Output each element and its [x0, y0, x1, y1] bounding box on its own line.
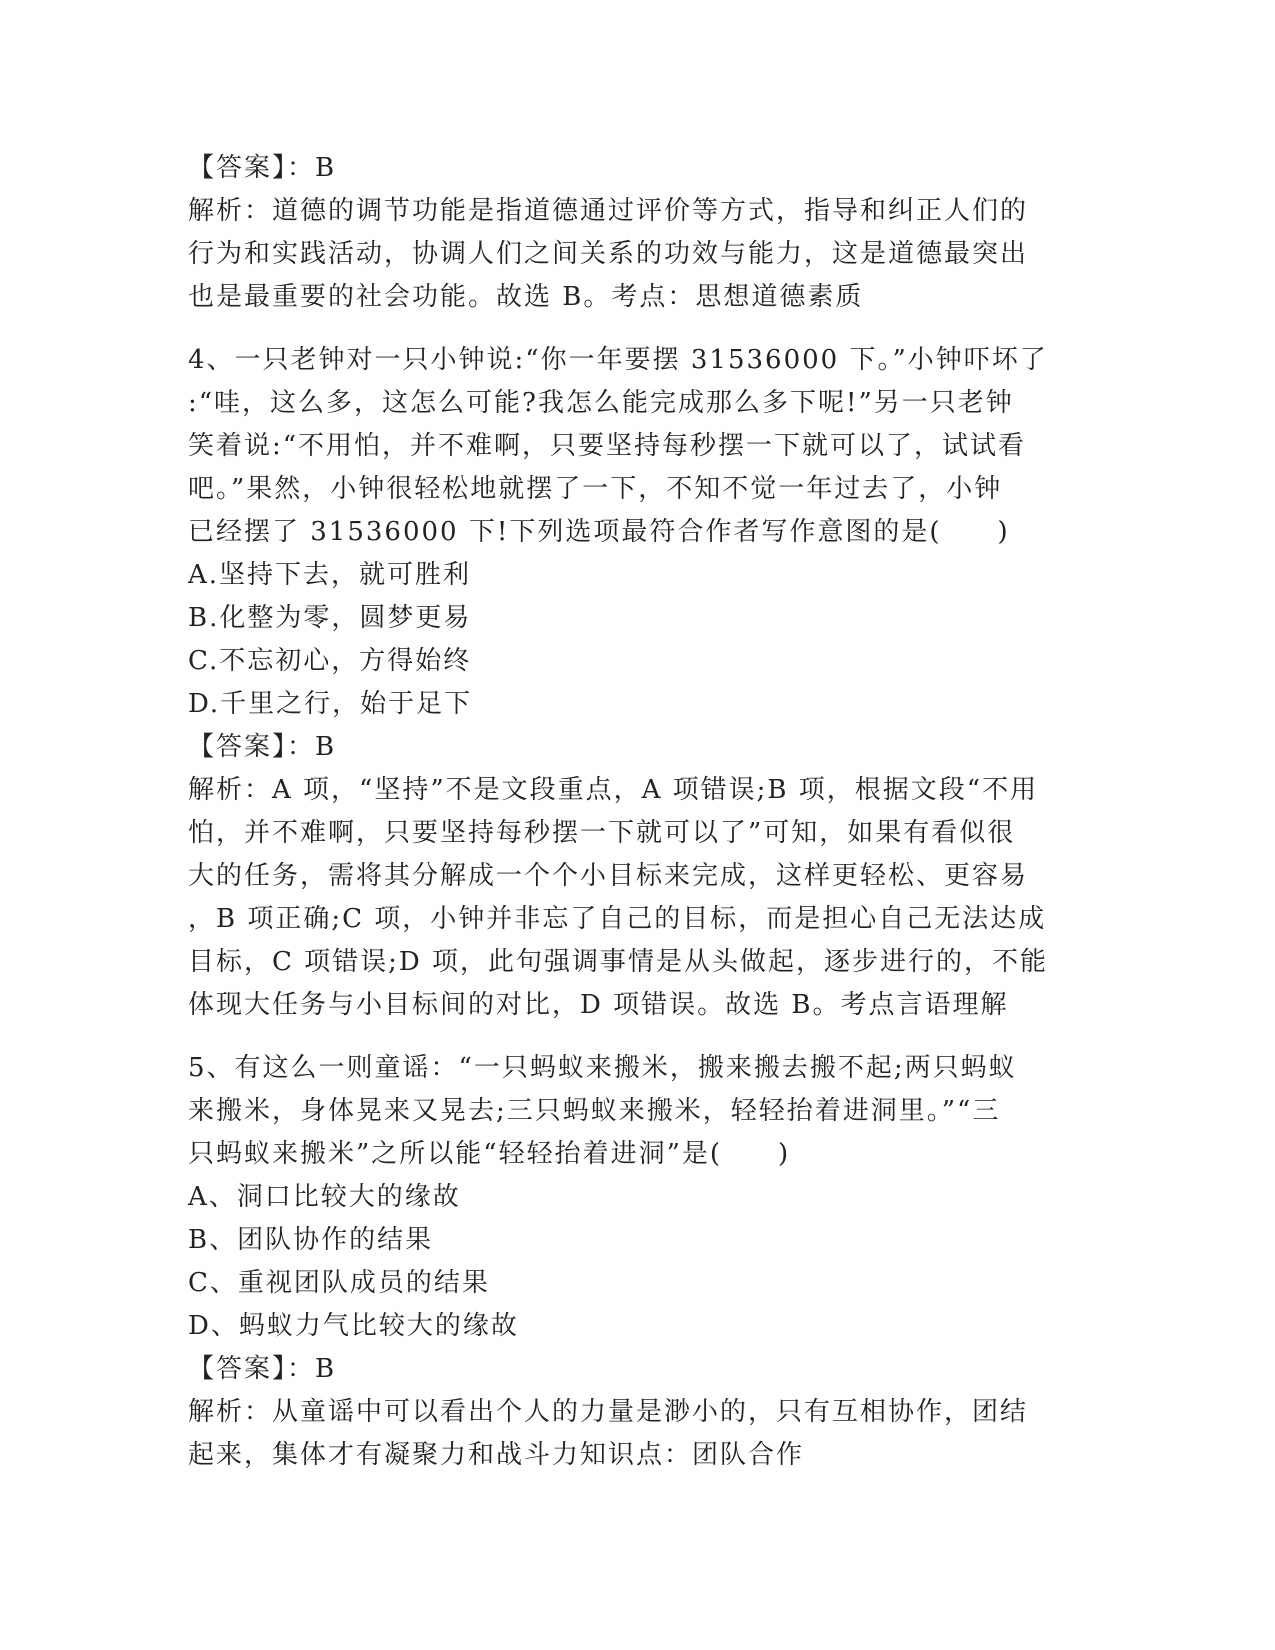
analysis-line: 目标，C 项错误;D 项，此句强调事情是从头做起，逐步进行的，不能 — [188, 947, 1049, 977]
analysis-line: 怕，并不难啊，只要坚持每秒摆一下就可以了”可知，如果有看似很 — [188, 818, 1016, 848]
option-d: D、蚂蚁力气比较大的缘故 — [188, 1311, 519, 1341]
analysis-line: 解析：A 项，“坚持”不是文段重点，A 项错误;B 项，根据文段“不用 — [188, 775, 1039, 805]
option-b: B、团队协作的结果 — [188, 1225, 434, 1255]
analysis-line: 起来，集体才有凝聚力和战斗力知识点：团队合作 — [188, 1440, 805, 1470]
analysis-line: 解析：道德的调节功能是指道德通过评价等方式，指导和纠正人们的 — [188, 196, 1029, 226]
answer-label: 【答案】：B — [188, 1354, 337, 1384]
document-page — [188, 147, 1088, 1477]
answer-label: 【答案】：B — [188, 153, 337, 183]
question-stem-line: 笑着说:“不用怕，并不难啊，只要坚持每秒摆一下就可以了，试试看 — [188, 431, 1027, 461]
option-a: A、洞口比较大的缘故 — [188, 1182, 461, 1212]
question-5 — [188, 1047, 1088, 1477]
question-stem-line: 4、一只老钟对一只小钟说:“你一年要摆 31536000 下。”小钟吓坏了 — [188, 345, 1048, 375]
spacer — [188, 319, 1088, 339]
analysis-line: 行为和实践活动，协调人们之间关系的功效与能力，这是道德最突出 — [188, 239, 1029, 269]
question-4 — [188, 339, 1088, 1027]
analysis-line: 体现大任务与小目标间的对比，D 项错误。故选 B。考点言语理解 — [188, 990, 1009, 1020]
question-stem-line: 5、有这么一则童谣：“一只蚂蚁来搬米，搬来搬去搬不起;两只蚂蚁 — [188, 1053, 1017, 1083]
spacer — [188, 1027, 1088, 1047]
option-d: D.千里之行，始于足下 — [188, 689, 473, 719]
analysis-line: 解析：从童谣中可以看出个人的力量是渺小的，只有互相协作，团结 — [188, 1397, 1029, 1427]
question-3-answer-block — [188, 147, 1088, 319]
option-c: C、重视团队成员的结果 — [188, 1268, 490, 1298]
option-c: C.不忘初心，方得始终 — [188, 646, 472, 676]
question-stem-line: 只蚂蚁来搬米”之所以能“轻轻抬着进洞”是( ) — [188, 1139, 791, 1169]
analysis-line: 大的任务，需将其分解成一个个小目标来完成，这样更轻松、更容易 — [188, 861, 1029, 891]
question-stem-line: 来搬米，身体晃来又晃去;三只蚂蚁来搬米，轻轻抬着进洞里。”“三 — [188, 1096, 1001, 1126]
answer-label: 【答案】：B — [188, 732, 337, 762]
question-stem-line: 吧。”果然，小钟很轻松地就摆了一下，不知不觉一年过去了，小钟 — [188, 474, 1003, 504]
option-b: B.化整为零，圆梦更易 — [188, 603, 472, 633]
analysis-line: ，B 项正确;C 项，小钟并非忘了自己的目标，而是担心自己无法达成 — [188, 904, 1047, 934]
option-a: A.坚持下去，就可胜利 — [188, 560, 472, 590]
question-stem-line: :“哇，这么多，这怎么可能?我怎么能完成那么多下呢!”另一只老钟 — [188, 388, 1014, 418]
question-stem-line: 已经摆了 31536000 下!下列选项最符合作者写作意图的是( ) — [188, 517, 1010, 547]
analysis-line: 也是最重要的社会功能。故选 B。考点：思想道德素质 — [188, 282, 864, 312]
